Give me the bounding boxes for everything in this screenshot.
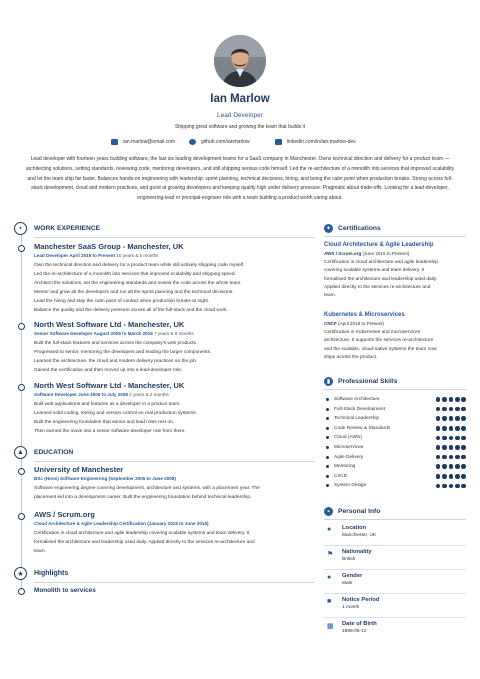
skill-level-dot xyxy=(449,445,454,450)
skill-level-dot xyxy=(449,474,454,479)
education-entry-title: AWS / Scrum.org xyxy=(34,510,95,519)
skill-level-dot xyxy=(442,474,447,479)
work-entry-role: Lead Developer April 2016 to Present 10 years & 5 months xyxy=(34,253,159,258)
skill-level-rating xyxy=(436,484,466,489)
skill-level-dot xyxy=(436,407,441,412)
skill-level-dot xyxy=(455,445,460,450)
bullet-icon xyxy=(326,436,329,439)
work-entry-role: Senior Software Developer August 2008 to March 2016 7 years & 8 months xyxy=(34,331,194,336)
star-icon: ★ xyxy=(14,567,27,580)
certification-description: Certification in cloud architecture and agile leadership covering scalable systems and team delivery. It formalised the architecture and leadership used daily. Applied directly to the services re-architecture and team. xyxy=(324,260,438,299)
skill-row xyxy=(324,462,466,471)
skill-name: Code Review & Standards xyxy=(334,425,391,431)
skill-level-dot xyxy=(461,416,466,421)
skill-level-dot xyxy=(442,426,447,431)
work-entry-description: Own the technical direction and delivery for a product team while still actively shipping code myself. Led the re-architecture of a monolith into services that improved scalability and shipping speed. Architect the solutions, set the engineering standards and review the code across the whole team. Mentor and grow all the developers and run all the sprint planning and the technical decisions. Lead the hiring and stay the calm point of contact when production breaks at night. Balance the quality and the delivery pressure across all of the full-stack and the cloud work. xyxy=(34,263,245,313)
skills-section-header xyxy=(324,377,466,386)
skill-level-dot xyxy=(461,407,466,412)
timeline-dot xyxy=(18,588,25,595)
skill-level-dot xyxy=(436,416,441,421)
skill-level-dot xyxy=(455,474,460,479)
skill-name: System Design xyxy=(334,483,367,489)
timeline-dot xyxy=(18,323,25,330)
education-entry-degree: Cloud Architecture & Agile Leadership Certification (January 2015 to June 2015) xyxy=(34,521,209,526)
skill-level-dot xyxy=(449,416,454,421)
skill-level-dot xyxy=(442,455,447,460)
skill-level-dot xyxy=(436,464,441,469)
timeline-dot xyxy=(18,245,25,252)
skill-row xyxy=(324,405,466,414)
work-entry-title: North West Software Ltd - Manchester, UK xyxy=(34,320,185,329)
personal-info-section-title: Personal Info xyxy=(338,508,381,515)
bullet-icon xyxy=(326,475,329,478)
skill-row xyxy=(324,433,466,442)
divider xyxy=(34,582,314,583)
work-entry-description: Built the full-stack features and services across the company's web products. Progressed to senior, mentoring the developers and leading the larger components. Learned the architecture, the cloud and modern delivery practices on the job. Gained the certification and then moved up into a lead-developer role. xyxy=(34,341,212,373)
skill-name: Microservices xyxy=(334,445,364,450)
skill-level-dot xyxy=(461,426,466,431)
location-icon: ● xyxy=(327,526,332,533)
work-section-header xyxy=(14,222,100,235)
education-entry-description: Software engineering degree covering development, architecture and systems, with a placement year. The placement led into a development career. Built the engineering foundation behind technical leadership. xyxy=(34,486,260,500)
skill-level-dot xyxy=(436,426,441,431)
skill-row xyxy=(324,472,466,481)
bullet-icon xyxy=(326,456,329,459)
personal-info-nationality: ⚑ Nationality British xyxy=(324,549,466,562)
skill-level-dot xyxy=(461,445,466,450)
work-entry-duration: 10 years & 5 months xyxy=(116,253,159,258)
skill-level-dot xyxy=(442,407,447,412)
education-entry xyxy=(34,510,324,557)
github-icon xyxy=(189,139,196,145)
skill-level-rating xyxy=(436,426,466,431)
skill-level-dot xyxy=(455,397,460,402)
contact-linkedin[interactable] xyxy=(275,139,356,145)
bullet-icon xyxy=(326,427,329,430)
work-section-title: WORK EXPERIENCE xyxy=(34,225,101,232)
skill-level-dot xyxy=(436,436,441,441)
skill-level-dot xyxy=(449,407,454,412)
work-entry xyxy=(34,381,324,437)
skill-row xyxy=(324,424,466,433)
highlights-section-header xyxy=(14,567,68,580)
divider xyxy=(324,389,466,390)
skill-level-dot xyxy=(449,436,454,441)
candidate-job-title: Lead Developer xyxy=(217,112,263,119)
skill-row xyxy=(324,414,466,423)
contact-linkedin-text: linkedin.com/in/ian-marlow-dev xyxy=(287,139,356,145)
skill-level-rating xyxy=(436,445,466,450)
skill-level-dot xyxy=(455,436,460,441)
contact-email-text: ian.marlow@email.com xyxy=(123,139,176,145)
highlights-section-title: Highlights xyxy=(34,570,69,577)
skill-level-rating xyxy=(436,416,466,421)
skill-level-dot xyxy=(442,464,447,469)
certification-title: Kubernetes & Microservices xyxy=(324,312,405,318)
skill-row xyxy=(324,395,466,404)
education-entry xyxy=(34,465,324,503)
skill-level-dot xyxy=(436,445,441,450)
certification-title: Cloud Architecture & Agile Leadership xyxy=(324,242,434,248)
candidate-name: Ian Marlow xyxy=(210,93,270,105)
skill-level-dot xyxy=(436,474,441,479)
certification-issuer: CNCF (April 2019 to Present) xyxy=(324,321,385,326)
skill-level-dot xyxy=(449,455,454,460)
skill-name: Software Architecture xyxy=(334,397,380,402)
skills-section-title: Professional Skills xyxy=(338,378,398,385)
skill-level-dot xyxy=(461,455,466,460)
skill-level-dot xyxy=(455,455,460,460)
profile-summary: Lead developer with fourteen years building software, the last six leading development teams for a SaaS company in Manchester. Owns technical direction and delivery for a product team — architecting solutions, setting standards, reviewing code, mentoring developers, and still shipping serious code himself. Led the re-architecture of a monolith into services that improved scalability and let the team ship far faster. Balances hands-on engineering with leadership: sprint planning, technical decisions, hiring, and being the calm point when production breaks. Strong across full-stack development, cloud and modern practices, and good at growing developers and keeping quality high under delivery pressure. Pragmatic about trade-offs. Looking for a lead-developer, engineering-lead or principal-engineer role with a team building a product worth caring about. xyxy=(25,156,455,202)
work-entry-title: Manchester SaaS Group - Manchester, UK xyxy=(34,242,184,251)
skill-level-dot xyxy=(436,484,441,489)
certification-issuer: AWS / Scrum.org (June 2015 to Present) xyxy=(324,251,410,256)
bar-chart-icon: ▮ xyxy=(324,377,333,386)
briefcase-icon: ▪ xyxy=(14,222,27,235)
certification-entry xyxy=(324,242,466,300)
work-entry-description: Built web applications and features as a developer in a product team. Learned solid coding, testing and version control on real production systems. Built the engineering foundation that senior and lead roles rest on. Then earned the move into a senior software-developer role from there. xyxy=(34,402,197,434)
skill-row xyxy=(324,481,466,490)
skill-level-dot xyxy=(455,464,460,469)
divider xyxy=(324,519,466,520)
skill-level-dot xyxy=(449,464,454,469)
notice-icon: ■ xyxy=(327,598,332,605)
contact-bar xyxy=(0,139,480,147)
personal-info-date-of-birth: ▦ Date of Birth 1988-05-12 xyxy=(327,621,377,634)
skill-name: Cloud (AWS) xyxy=(334,435,362,441)
skill-level-dot xyxy=(455,484,460,489)
calendar-icon: ▦ xyxy=(327,623,334,630)
person-icon: ● xyxy=(327,574,332,581)
skill-level-dot xyxy=(461,464,466,469)
skill-level-dot xyxy=(449,484,454,489)
skill-level-dot xyxy=(442,397,447,402)
personal-info-location: ● Location Manchester, UK xyxy=(324,525,466,538)
certification-description: Certification in Kubernetes and microservices architecture. It supports the services re-architecture and the scalable, cloud-native systems the team now ships across the product. xyxy=(324,330,437,360)
timeline-dot xyxy=(18,384,25,391)
linkedin-icon xyxy=(275,139,282,145)
skill-level-dot xyxy=(461,397,466,402)
profile-photo xyxy=(214,35,266,87)
highlight-item-text: Monolith to services xyxy=(34,587,96,594)
timeline-dot xyxy=(18,513,25,520)
education-entry-description: Certification in cloud architecture and agile leadership covering scalable systems and team delivery. It formalised the architecture and leadership used daily. Applied directly to the services re-architecture and team. xyxy=(34,531,255,554)
flag-icon: ⚑ xyxy=(327,551,334,558)
skill-level-dot xyxy=(442,416,447,421)
work-entry-duration: 7 years & 8 months xyxy=(154,331,194,336)
skill-level-dot xyxy=(455,407,460,412)
timeline-dot xyxy=(18,468,25,475)
certifications-section-header xyxy=(324,224,466,233)
skill-level-rating xyxy=(436,397,466,402)
id-card-icon: ▪ xyxy=(324,507,333,516)
skill-level-dot xyxy=(442,445,447,450)
certifications-section-title: Certifications xyxy=(338,225,381,232)
skill-level-rating xyxy=(436,436,466,441)
education-section-header xyxy=(14,446,73,459)
skill-level-dot xyxy=(461,436,466,441)
skill-level-dot xyxy=(442,484,447,489)
education-entry-title: University of Manchester xyxy=(34,465,124,474)
divider xyxy=(34,237,314,238)
skill-level-rating xyxy=(436,455,466,460)
work-entry-title: North West Software Ltd - Manchester, UK xyxy=(34,381,185,390)
skill-name: Full-Stack Development xyxy=(334,406,385,412)
contact-email[interactable] xyxy=(111,139,175,145)
education-entry-degree: BSc (Hons) Software Engineering (September 2005 to June 2008) xyxy=(34,476,176,481)
skill-level-dot xyxy=(461,484,466,489)
highlight-item xyxy=(34,587,324,594)
skill-level-rating xyxy=(436,407,466,412)
bullet-icon xyxy=(326,408,329,411)
education-section-title: EDUCATION xyxy=(34,449,74,456)
work-entry-role: Software Developer June 2006 to July 2008 2 years & 2 months xyxy=(34,392,169,397)
skill-name: Mentoring xyxy=(334,464,356,470)
bullet-icon xyxy=(326,484,329,487)
bullet-icon xyxy=(326,465,329,468)
skill-level-dot xyxy=(455,416,460,421)
bullet-icon xyxy=(326,417,329,420)
skill-name: Agile Delivery xyxy=(334,454,364,460)
skill-level-dot xyxy=(442,436,447,441)
skill-name: CI/CD xyxy=(334,473,348,479)
contact-github-text: github.com/ianmarlow xyxy=(201,139,250,145)
work-entry xyxy=(34,320,324,376)
work-entry xyxy=(34,242,324,315)
skill-level-dot xyxy=(461,474,466,479)
skill-level-dot xyxy=(449,426,454,431)
skill-level-rating xyxy=(436,474,466,479)
certification-entry xyxy=(324,312,466,362)
bullet-icon xyxy=(326,446,329,449)
skill-level-dot xyxy=(455,426,460,431)
personal-info-section-header xyxy=(324,507,466,516)
contact-github[interactable] xyxy=(189,139,250,145)
personal-info-notice-period: ■ Notice Period 1 month xyxy=(324,597,466,610)
skill-level-dot xyxy=(436,455,441,460)
skill-level-rating xyxy=(436,464,466,469)
skill-row xyxy=(324,443,466,452)
timeline-line xyxy=(21,235,22,593)
graduation-cap-icon: ▲ xyxy=(14,446,27,459)
certificate-icon: ✦ xyxy=(325,226,332,232)
skill-row xyxy=(324,453,466,462)
skill-level-dot xyxy=(436,397,441,402)
candidate-tagline: Shipping great software and growing the team that builds it xyxy=(174,124,306,130)
work-entry-duration: 2 years & 2 months xyxy=(129,392,169,397)
skill-level-dot xyxy=(449,397,454,402)
personal-info-gender: ● Gender Male xyxy=(324,573,466,586)
email-icon xyxy=(111,139,118,145)
divider xyxy=(34,461,314,462)
bullet-icon xyxy=(326,398,329,401)
skill-name: Technical Leadership xyxy=(334,416,380,422)
divider xyxy=(324,236,466,237)
